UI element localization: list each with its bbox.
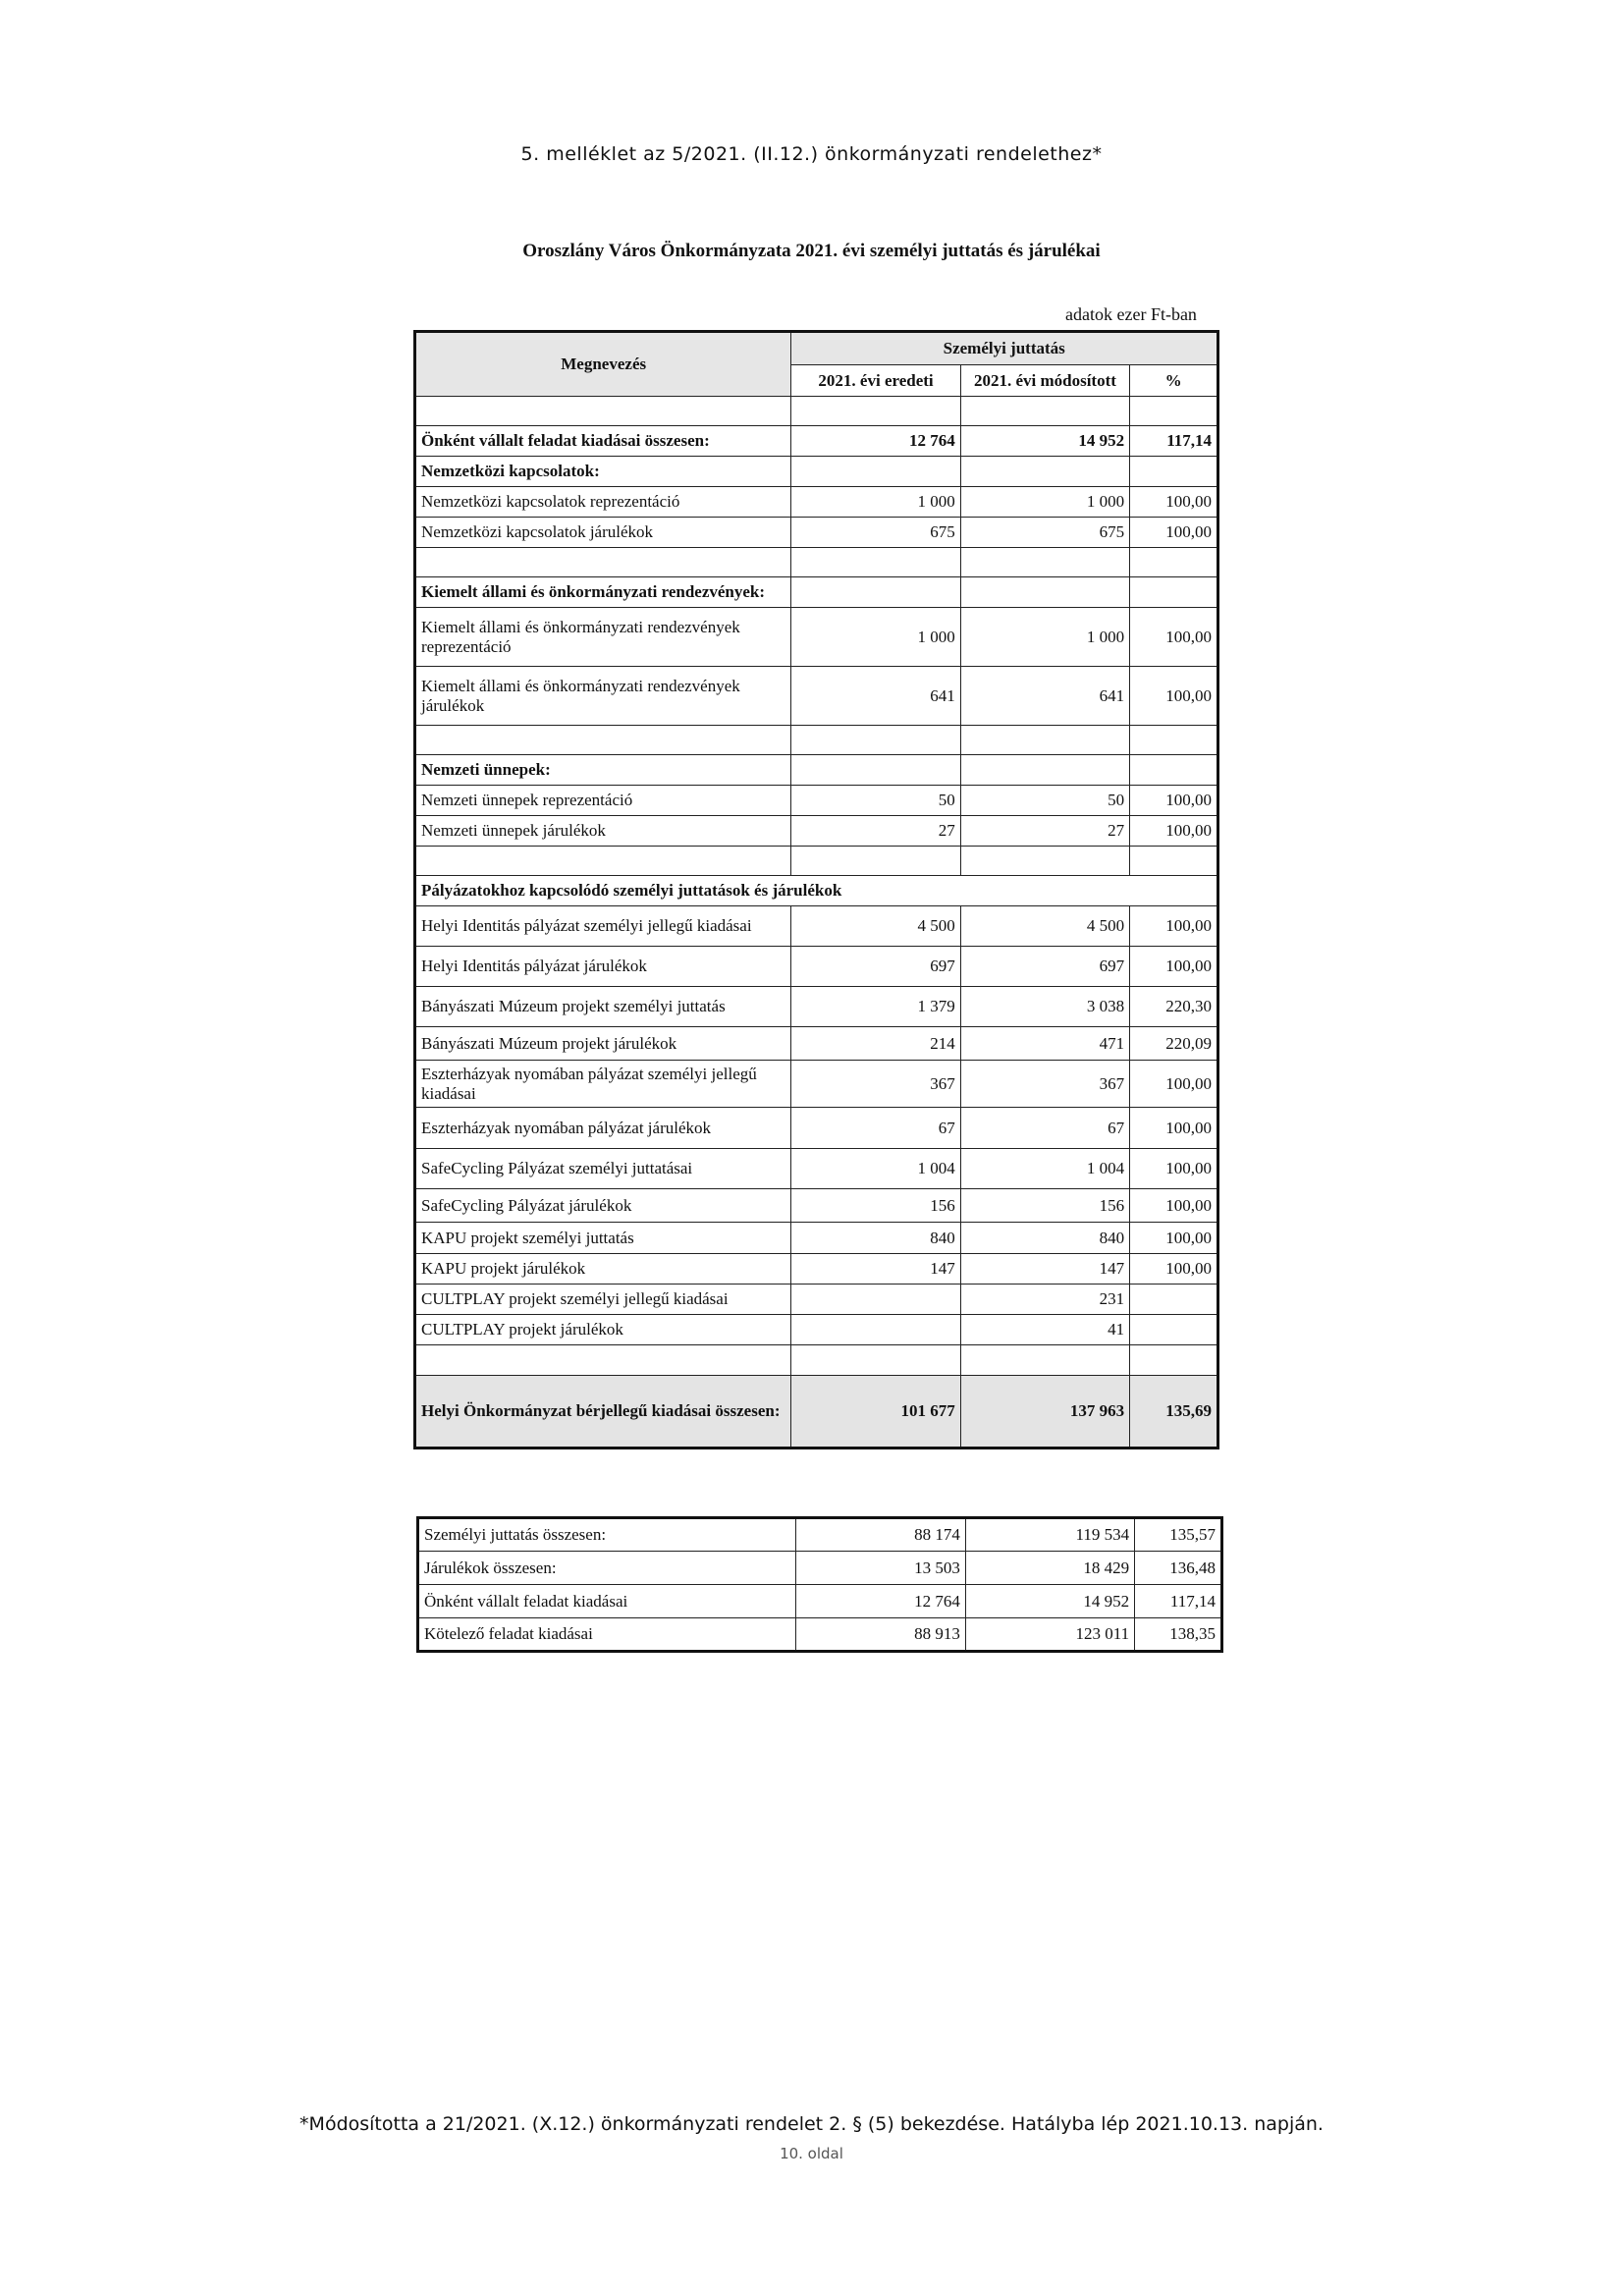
percent-value: 100,00 (1130, 667, 1218, 726)
table-row (415, 1315, 1218, 1345)
table-row (415, 1149, 1218, 1189)
table-row (415, 1189, 1218, 1223)
summary-label: Személyi juttatás összesen: (418, 1518, 796, 1552)
amendment-footnote: *Módosította a 21/2021. (X.12.) önkormányzati rendelet 2. § (5) bekezdése. Hatályba lép 2021.10.13. napján. (299, 2113, 1324, 2135)
percent-value (1130, 1285, 1218, 1315)
original-value: 1 379 (791, 987, 960, 1027)
percent-value: 220,30 (1130, 987, 1218, 1027)
summary-row (418, 1585, 1222, 1618)
summary-original-value: 88 174 (796, 1518, 965, 1552)
column-header-original: 2021. évi eredeti (791, 365, 960, 397)
table-row (415, 608, 1218, 667)
table-header-row (415, 332, 1218, 365)
summary-row (418, 1518, 1222, 1552)
modified-value: 1 000 (960, 487, 1129, 518)
row-label: Bányászati Múzeum projekt járulékok (415, 1027, 791, 1061)
section-title: Kiemelt állami és önkormányzati rendezvények: (415, 577, 791, 608)
row-label: KAPU projekt járulékok (415, 1254, 791, 1285)
percent-value: 100,00 (1130, 487, 1218, 518)
percent-value: 100,00 (1130, 608, 1218, 667)
personnel-expenses-table (413, 330, 1219, 1449)
table-row (415, 906, 1218, 947)
spacer-row (415, 548, 1218, 577)
modified-value: 14 952 (960, 426, 1129, 457)
total-modified-value: 137 963 (960, 1376, 1129, 1449)
percent-value: 100,00 (1130, 1108, 1218, 1149)
total-percent-value: 135,69 (1130, 1376, 1218, 1449)
summary-modified-value: 14 952 (965, 1585, 1134, 1618)
summary-percent-value: 117,14 (1135, 1585, 1222, 1618)
total-original-value: 101 677 (791, 1376, 960, 1449)
table-row (415, 947, 1218, 987)
table-row (415, 487, 1218, 518)
modified-value: 3 038 (960, 987, 1129, 1027)
summary-modified-value: 119 534 (965, 1518, 1134, 1552)
column-header-modified: 2021. évi módosított (960, 365, 1129, 397)
summary-percent-value: 138,35 (1135, 1618, 1222, 1652)
row-label: Helyi Identitás pályázat személyi jellegű kiadásai (415, 906, 791, 947)
table-row (415, 1285, 1218, 1315)
modified-value: 1 004 (960, 1149, 1129, 1189)
modified-value: 231 (960, 1285, 1129, 1315)
row-label: Nemzeti ünnepek reprezentáció (415, 786, 791, 816)
percent-value: 100,00 (1130, 518, 1218, 548)
spacer-row (415, 397, 1218, 426)
modified-value: 156 (960, 1189, 1129, 1223)
table-row (415, 426, 1218, 457)
summary-row (418, 1618, 1222, 1652)
modified-value: 697 (960, 947, 1129, 987)
row-label: CULTPLAY projekt járulékok (415, 1315, 791, 1345)
section-title: Nemzetközi kapcsolatok: (415, 457, 791, 487)
row-label: Kiemelt állami és önkormányzati rendezvények reprezentáció (415, 608, 791, 667)
spacer-row (415, 726, 1218, 755)
modified-value: 367 (960, 1061, 1129, 1108)
column-group-header: Személyi juttatás (791, 332, 1218, 365)
summary-modified-value: 18 429 (965, 1552, 1134, 1585)
original-value: 641 (791, 667, 960, 726)
original-value: 214 (791, 1027, 960, 1061)
modified-value: 67 (960, 1108, 1129, 1149)
modified-value: 50 (960, 786, 1129, 816)
modified-value: 675 (960, 518, 1129, 548)
original-value: 840 (791, 1223, 960, 1254)
table-row (415, 1223, 1218, 1254)
table-row (415, 786, 1218, 816)
original-value: 4 500 (791, 906, 960, 947)
percent-value: 100,00 (1130, 816, 1218, 847)
row-label: SafeCycling Pályázat járulékok (415, 1189, 791, 1223)
table-row (415, 667, 1218, 726)
summary-label: Járulékok összesen: (418, 1552, 796, 1585)
summary-label: Önként vállalt feladat kiadásai (418, 1585, 796, 1618)
section-title: Pályázatokhoz kapcsolódó személyi juttatások és járulékok (415, 876, 1218, 906)
row-label: Önként vállalt feladat kiadásai összesen: (415, 426, 791, 457)
section-header-row (415, 876, 1218, 906)
annex-reference: 5. melléklet az 5/2021. (II.12.) önkormányzati rendelethez* (520, 143, 1103, 165)
summary-percent-value: 135,57 (1135, 1518, 1222, 1552)
percent-value (1130, 1315, 1218, 1345)
total-label: Helyi Önkormányzat bérjellegű kiadásai összesen: (415, 1376, 791, 1449)
modified-value: 471 (960, 1027, 1129, 1061)
modified-value: 840 (960, 1223, 1129, 1254)
table-row (415, 987, 1218, 1027)
summary-original-value: 12 764 (796, 1585, 965, 1618)
row-label: Bányászati Múzeum projekt személyi juttatás (415, 987, 791, 1027)
row-label: Nemzetközi kapcsolatok reprezentáció (415, 487, 791, 518)
row-label: Nemzeti ünnepek járulékok (415, 816, 791, 847)
summary-percent-value: 136,48 (1135, 1552, 1222, 1585)
section-header-row (415, 577, 1218, 608)
table-row (415, 1061, 1218, 1108)
page-number: 10. oldal (780, 2145, 843, 2162)
percent-value: 100,00 (1130, 1061, 1218, 1108)
original-value: 675 (791, 518, 960, 548)
section-header-row (415, 457, 1218, 487)
original-value (791, 1315, 960, 1345)
row-label: Kiemelt állami és önkormányzati rendezvények járulékok (415, 667, 791, 726)
modified-value: 147 (960, 1254, 1129, 1285)
row-label: KAPU projekt személyi juttatás (415, 1223, 791, 1254)
unit-note: adatok ezer Ft-ban (1065, 304, 1197, 324)
original-value: 156 (791, 1189, 960, 1223)
original-value: 27 (791, 816, 960, 847)
document-title: Oroszlány Város Önkormányzata 2021. évi személyi juttatás és járulékai (522, 241, 1101, 261)
original-value: 697 (791, 947, 960, 987)
spacer-row (415, 1345, 1218, 1376)
row-label: CULTPLAY projekt személyi jellegű kiadásai (415, 1285, 791, 1315)
percent-value: 100,00 (1130, 1254, 1218, 1285)
original-value: 50 (791, 786, 960, 816)
original-value: 1 004 (791, 1149, 960, 1189)
table-row (415, 518, 1218, 548)
modified-value: 27 (960, 816, 1129, 847)
total-row (415, 1376, 1218, 1449)
summary-table (416, 1516, 1223, 1653)
modified-value: 41 (960, 1315, 1129, 1345)
percent-value: 100,00 (1130, 906, 1218, 947)
original-value: 1 000 (791, 608, 960, 667)
table-row (415, 1108, 1218, 1149)
row-label: Eszterházyak nyomában pályázat személyi jellegű kiadásai (415, 1061, 791, 1108)
table-row (415, 816, 1218, 847)
original-value: 147 (791, 1254, 960, 1285)
summary-original-value: 13 503 (796, 1552, 965, 1585)
row-label: Eszterházyak nyomában pályázat járulékok (415, 1108, 791, 1149)
row-label: Nemzetközi kapcsolatok járulékok (415, 518, 791, 548)
column-header-percent: % (1130, 365, 1218, 397)
modified-value: 641 (960, 667, 1129, 726)
percent-value: 100,00 (1130, 947, 1218, 987)
summary-row (418, 1552, 1222, 1585)
spacer-row (415, 847, 1218, 876)
summary-original-value: 88 913 (796, 1618, 965, 1652)
percent-value: 100,00 (1130, 1149, 1218, 1189)
modified-value: 4 500 (960, 906, 1129, 947)
original-value: 367 (791, 1061, 960, 1108)
percent-value: 117,14 (1130, 426, 1218, 457)
original-value: 67 (791, 1108, 960, 1149)
original-value: 1 000 (791, 487, 960, 518)
section-title: Nemzeti ünnepek: (415, 755, 791, 786)
modified-value: 1 000 (960, 608, 1129, 667)
percent-value: 100,00 (1130, 786, 1218, 816)
percent-value: 100,00 (1130, 1189, 1218, 1223)
table-row (415, 1027, 1218, 1061)
summary-modified-value: 123 011 (965, 1618, 1134, 1652)
original-value: 12 764 (791, 426, 960, 457)
percent-value: 220,09 (1130, 1027, 1218, 1061)
percent-value: 100,00 (1130, 1223, 1218, 1254)
summary-label: Kötelező feladat kiadásai (418, 1618, 796, 1652)
row-label: Helyi Identitás pályázat járulékok (415, 947, 791, 987)
original-value (791, 1285, 960, 1315)
section-header-row (415, 755, 1218, 786)
column-header-name: Megnevezés (415, 332, 791, 397)
table-row (415, 1254, 1218, 1285)
row-label: SafeCycling Pályázat személyi juttatásai (415, 1149, 791, 1189)
